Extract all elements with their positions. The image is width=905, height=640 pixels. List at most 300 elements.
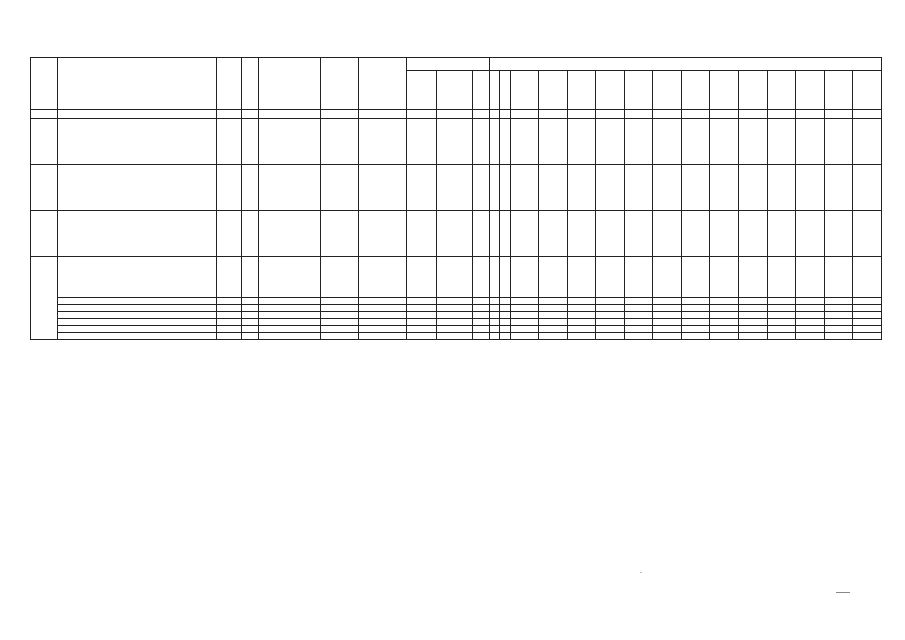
event-kbk bbox=[436, 257, 472, 298]
finance-year-value bbox=[567, 319, 596, 326]
graph-number-cell bbox=[853, 110, 882, 119]
finance-year-value bbox=[500, 298, 511, 305]
finance-coef bbox=[242, 312, 259, 319]
graph-number-cell bbox=[320, 110, 358, 119]
header-term bbox=[320, 58, 358, 110]
finance-year-value bbox=[539, 298, 568, 305]
event-total bbox=[853, 257, 882, 298]
graph-number-cell bbox=[681, 110, 710, 119]
indicator-row bbox=[31, 211, 882, 257]
header-year bbox=[796, 71, 825, 110]
finance-kbk bbox=[407, 312, 437, 319]
header-values-group bbox=[489, 58, 881, 71]
indicator-year-value bbox=[510, 211, 539, 257]
finance-year-value bbox=[596, 326, 625, 333]
finance-year-value bbox=[567, 305, 596, 312]
finance-year-value bbox=[596, 333, 625, 340]
finance-year-value bbox=[739, 333, 768, 340]
graph-number-cell bbox=[407, 110, 437, 119]
indicator-year-value bbox=[510, 165, 539, 211]
finance-unit bbox=[217, 312, 242, 319]
indicator-year-value bbox=[824, 119, 853, 165]
finance-kbk bbox=[436, 333, 472, 340]
indicator-year-value bbox=[596, 119, 625, 165]
graph-number-cell bbox=[824, 110, 853, 119]
finance-year-value bbox=[539, 333, 568, 340]
finance-year-value bbox=[510, 298, 539, 305]
finance-year-value bbox=[489, 333, 500, 340]
finance-coef bbox=[242, 305, 259, 312]
finance-kbk bbox=[407, 319, 437, 326]
event-kbk bbox=[472, 257, 489, 298]
indicator-kbk bbox=[472, 211, 489, 257]
graph-number-cell bbox=[217, 110, 242, 119]
finance-total bbox=[853, 319, 882, 326]
program-table-sheet bbox=[30, 57, 882, 340]
indicator-year-value bbox=[567, 211, 596, 257]
finance-year-value bbox=[767, 319, 796, 326]
event-year-value bbox=[489, 257, 500, 298]
finance-year-value bbox=[653, 326, 682, 333]
indicator-name bbox=[58, 119, 217, 165]
finance-year-value bbox=[500, 333, 511, 340]
finance-year-value bbox=[489, 312, 500, 319]
finance-year-value bbox=[739, 326, 768, 333]
finance-year-value bbox=[510, 312, 539, 319]
indicator-total bbox=[853, 165, 882, 211]
header-kbk-expense bbox=[472, 71, 489, 110]
header-year bbox=[489, 71, 500, 110]
indicator-year-value bbox=[710, 165, 739, 211]
indicator-kbk bbox=[407, 211, 437, 257]
event-year-value bbox=[767, 257, 796, 298]
finance-year-value bbox=[489, 298, 500, 305]
finance-year-value bbox=[681, 312, 710, 319]
finance-year-value bbox=[539, 312, 568, 319]
graph-number-cell bbox=[358, 110, 407, 119]
finance-name bbox=[58, 333, 217, 340]
finance-year-value bbox=[681, 298, 710, 305]
finance-year-value bbox=[596, 312, 625, 319]
event-year-value bbox=[739, 257, 768, 298]
indicator-method bbox=[259, 165, 320, 211]
finance-year-value bbox=[500, 326, 511, 333]
finance-coef bbox=[242, 319, 259, 326]
event-coef bbox=[242, 257, 259, 298]
graph-number-cell bbox=[259, 110, 320, 119]
indicator-year-value bbox=[653, 211, 682, 257]
finance-year-value bbox=[767, 326, 796, 333]
finance-year-value bbox=[596, 305, 625, 312]
header-kbk-target bbox=[436, 71, 472, 110]
indicator-row bbox=[31, 119, 882, 165]
finance-year-value bbox=[596, 298, 625, 305]
indicator-year-value bbox=[567, 165, 596, 211]
finance-row bbox=[31, 298, 882, 305]
event-year-value bbox=[824, 257, 853, 298]
finance-year-value bbox=[624, 326, 653, 333]
finance-coef bbox=[242, 298, 259, 305]
finance-year-value bbox=[567, 312, 596, 319]
finance-year-value bbox=[824, 312, 853, 319]
indicator-name bbox=[58, 165, 217, 211]
indicator-kbk bbox=[407, 165, 437, 211]
event-year-value bbox=[681, 257, 710, 298]
indicator-responsible bbox=[358, 211, 407, 257]
finance-row bbox=[31, 319, 882, 326]
indicator-kbk bbox=[436, 165, 472, 211]
indicator-kbk bbox=[472, 119, 489, 165]
finance-total bbox=[853, 298, 882, 305]
indicator-year-value bbox=[796, 119, 825, 165]
indicator-number bbox=[31, 119, 58, 165]
finance-year-value bbox=[624, 312, 653, 319]
finance-method bbox=[259, 326, 320, 333]
finance-year-value bbox=[710, 312, 739, 319]
finance-year-value bbox=[653, 319, 682, 326]
indicator-term bbox=[320, 119, 358, 165]
indicator-year-value bbox=[489, 165, 500, 211]
finance-year-value bbox=[624, 298, 653, 305]
finance-year-value bbox=[739, 312, 768, 319]
finance-kbk bbox=[407, 305, 437, 312]
indicator-number bbox=[31, 211, 58, 257]
finance-kbk bbox=[436, 326, 472, 333]
finance-unit bbox=[217, 298, 242, 305]
finance-responsible bbox=[358, 305, 407, 312]
finance-kbk bbox=[472, 333, 489, 340]
finance-year-value bbox=[710, 298, 739, 305]
finance-term bbox=[320, 298, 358, 305]
finance-kbk bbox=[472, 298, 489, 305]
header-method bbox=[259, 58, 320, 110]
finance-responsible bbox=[358, 312, 407, 319]
finance-year-value bbox=[653, 333, 682, 340]
finance-kbk bbox=[472, 305, 489, 312]
indicator-year-value bbox=[739, 165, 768, 211]
event-unit bbox=[217, 257, 242, 298]
finance-year-value bbox=[767, 298, 796, 305]
finance-year-value bbox=[681, 333, 710, 340]
indicator-year-value bbox=[596, 165, 625, 211]
finance-year-value bbox=[824, 333, 853, 340]
finance-responsible bbox=[358, 333, 407, 340]
finance-kbk bbox=[472, 326, 489, 333]
indicator-year-value bbox=[653, 165, 682, 211]
indicator-year-value bbox=[510, 119, 539, 165]
finance-name bbox=[58, 305, 217, 312]
finance-method bbox=[259, 298, 320, 305]
header-total bbox=[853, 71, 882, 110]
header-coef bbox=[242, 58, 259, 110]
event-year-value bbox=[624, 257, 653, 298]
header-year bbox=[710, 71, 739, 110]
indicator-year-value bbox=[739, 211, 768, 257]
finance-year-value bbox=[510, 319, 539, 326]
finance-row bbox=[31, 312, 882, 319]
finance-row bbox=[31, 326, 882, 333]
graph-number-cell bbox=[567, 110, 596, 119]
finance-year-value bbox=[500, 305, 511, 312]
finance-kbk bbox=[436, 298, 472, 305]
indicator-term bbox=[320, 211, 358, 257]
graph-number-cell bbox=[436, 110, 472, 119]
indicator-method bbox=[259, 211, 320, 257]
finance-total bbox=[853, 305, 882, 312]
indicator-year-value bbox=[500, 165, 511, 211]
graph-number-cell bbox=[539, 110, 568, 119]
finance-year-value bbox=[824, 298, 853, 305]
finance-method bbox=[259, 312, 320, 319]
graph-number-cell bbox=[710, 110, 739, 119]
finance-method bbox=[259, 333, 320, 340]
finance-responsible bbox=[358, 298, 407, 305]
indicator-name bbox=[58, 211, 217, 257]
header-num bbox=[31, 58, 58, 110]
finance-year-value bbox=[739, 319, 768, 326]
graph-number-cell bbox=[472, 110, 489, 119]
finance-unit bbox=[217, 305, 242, 312]
finance-method bbox=[259, 319, 320, 326]
finance-year-value bbox=[767, 305, 796, 312]
finance-year-value bbox=[510, 305, 539, 312]
header-year bbox=[681, 71, 710, 110]
indicator-year-value bbox=[596, 211, 625, 257]
indicator-coef bbox=[242, 165, 259, 211]
indicator-year-value bbox=[824, 211, 853, 257]
graph-number-cell bbox=[596, 110, 625, 119]
finance-year-value bbox=[500, 312, 511, 319]
indicator-responsible bbox=[358, 119, 407, 165]
finance-year-value bbox=[767, 333, 796, 340]
finance-year-value bbox=[624, 305, 653, 312]
finance-kbk bbox=[436, 319, 472, 326]
finance-year-value bbox=[539, 326, 568, 333]
finance-year-value bbox=[567, 298, 596, 305]
event-responsible bbox=[358, 257, 407, 298]
finance-year-value bbox=[681, 319, 710, 326]
finance-year-value bbox=[796, 333, 825, 340]
indicator-year-value bbox=[489, 211, 500, 257]
graph-number-cell bbox=[58, 110, 217, 119]
header-year bbox=[653, 71, 682, 110]
graph-number-cell bbox=[767, 110, 796, 119]
indicator-year-value bbox=[767, 119, 796, 165]
finance-year-value bbox=[624, 319, 653, 326]
finance-year-value bbox=[739, 305, 768, 312]
finance-year-value bbox=[653, 305, 682, 312]
finance-total bbox=[853, 333, 882, 340]
indicator-number bbox=[31, 165, 58, 211]
finance-name bbox=[58, 319, 217, 326]
finance-year-value bbox=[567, 333, 596, 340]
finance-year-value bbox=[500, 319, 511, 326]
finance-year-value bbox=[624, 333, 653, 340]
indicator-coef bbox=[242, 211, 259, 257]
event-year-value bbox=[710, 257, 739, 298]
finance-year-value bbox=[681, 305, 710, 312]
finance-unit bbox=[217, 333, 242, 340]
indicator-kbk bbox=[436, 211, 472, 257]
finance-name bbox=[58, 326, 217, 333]
finance-term bbox=[320, 319, 358, 326]
finance-year-value bbox=[681, 326, 710, 333]
event-year-value bbox=[653, 257, 682, 298]
event-name bbox=[58, 257, 217, 298]
header-year bbox=[539, 71, 568, 110]
finance-year-value bbox=[539, 305, 568, 312]
graph-number-cell bbox=[624, 110, 653, 119]
finance-year-value bbox=[796, 298, 825, 305]
header-responsible bbox=[358, 58, 407, 110]
graph-number-cell bbox=[500, 110, 511, 119]
event-year-value bbox=[500, 257, 511, 298]
indicator-term bbox=[320, 165, 358, 211]
finance-year-value bbox=[653, 312, 682, 319]
indicator-year-value bbox=[653, 119, 682, 165]
finance-kbk bbox=[472, 319, 489, 326]
event-year-value bbox=[510, 257, 539, 298]
indicator-year-value bbox=[539, 119, 568, 165]
finance-term bbox=[320, 312, 358, 319]
indicator-year-value bbox=[539, 165, 568, 211]
indicator-year-value bbox=[710, 119, 739, 165]
finance-kbk bbox=[407, 333, 437, 340]
indicator-unit bbox=[217, 211, 242, 257]
header-year bbox=[510, 71, 539, 110]
finance-year-value bbox=[489, 305, 500, 312]
event-number bbox=[31, 257, 58, 340]
graph-number-cell bbox=[31, 110, 58, 119]
graph-number-cell bbox=[796, 110, 825, 119]
indicator-responsible bbox=[358, 165, 407, 211]
indicator-year-value bbox=[624, 165, 653, 211]
finance-responsible bbox=[358, 326, 407, 333]
event-term bbox=[320, 257, 358, 298]
graph-number-cell bbox=[739, 110, 768, 119]
finance-coef bbox=[242, 326, 259, 333]
finance-year-value bbox=[796, 326, 825, 333]
finance-year-value bbox=[710, 319, 739, 326]
finance-year-value bbox=[796, 305, 825, 312]
event-method bbox=[259, 257, 320, 298]
graph-number-cell bbox=[510, 110, 539, 119]
indicator-year-value bbox=[500, 211, 511, 257]
indicator-unit bbox=[217, 119, 242, 165]
finance-term bbox=[320, 305, 358, 312]
finance-term bbox=[320, 333, 358, 340]
finance-year-value bbox=[767, 312, 796, 319]
finance-year-value bbox=[824, 326, 853, 333]
indicator-unit bbox=[217, 165, 242, 211]
indicator-total bbox=[853, 119, 882, 165]
indicator-year-value bbox=[681, 211, 710, 257]
header-unit bbox=[217, 58, 242, 110]
indicator-year-value bbox=[767, 211, 796, 257]
indicator-year-value bbox=[489, 119, 500, 165]
finance-year-value bbox=[567, 326, 596, 333]
indicator-kbk bbox=[407, 119, 437, 165]
finance-method bbox=[259, 305, 320, 312]
indicator-year-value bbox=[539, 211, 568, 257]
program-indicators-table bbox=[30, 57, 882, 340]
indicator-year-value bbox=[681, 165, 710, 211]
indicator-year-value bbox=[767, 165, 796, 211]
event-year-value bbox=[567, 257, 596, 298]
finance-year-value bbox=[510, 326, 539, 333]
event-row bbox=[31, 257, 882, 298]
finance-unit bbox=[217, 319, 242, 326]
finance-year-value bbox=[596, 319, 625, 326]
finance-year-value bbox=[824, 305, 853, 312]
header-year bbox=[767, 71, 796, 110]
indicator-year-value bbox=[824, 165, 853, 211]
finance-year-value bbox=[539, 319, 568, 326]
indicator-year-value bbox=[710, 211, 739, 257]
finance-kbk bbox=[407, 298, 437, 305]
header-kbk-group bbox=[407, 58, 489, 71]
event-year-value bbox=[796, 257, 825, 298]
indicator-year-value bbox=[567, 119, 596, 165]
finance-row bbox=[31, 333, 882, 340]
finance-responsible bbox=[358, 319, 407, 326]
finance-unit bbox=[217, 326, 242, 333]
indicator-row bbox=[31, 165, 882, 211]
finance-year-value bbox=[510, 333, 539, 340]
indicator-year-value bbox=[739, 119, 768, 165]
indicator-kbk bbox=[436, 119, 472, 165]
header-kbk-section bbox=[407, 71, 437, 110]
indicator-method bbox=[259, 119, 320, 165]
indicator-coef bbox=[242, 119, 259, 165]
finance-row bbox=[31, 305, 882, 312]
header-year bbox=[596, 71, 625, 110]
event-kbk bbox=[407, 257, 437, 298]
finance-kbk bbox=[407, 326, 437, 333]
header-year bbox=[739, 71, 768, 110]
indicator-year-value bbox=[796, 211, 825, 257]
indicator-kbk bbox=[472, 165, 489, 211]
indicator-year-value bbox=[796, 165, 825, 211]
finance-year-value bbox=[710, 305, 739, 312]
event-year-value bbox=[596, 257, 625, 298]
finance-name bbox=[58, 298, 217, 305]
scan-mark bbox=[640, 572, 642, 573]
graph-number-cell bbox=[653, 110, 682, 119]
finance-kbk bbox=[472, 312, 489, 319]
finance-kbk bbox=[436, 305, 472, 312]
header-name bbox=[58, 58, 217, 110]
finance-year-value bbox=[489, 319, 500, 326]
finance-year-value bbox=[653, 298, 682, 305]
header-year bbox=[624, 71, 653, 110]
indicator-year-value bbox=[681, 119, 710, 165]
header-year bbox=[567, 71, 596, 110]
finance-year-value bbox=[710, 326, 739, 333]
indicator-year-value bbox=[624, 211, 653, 257]
indicator-year-value bbox=[624, 119, 653, 165]
event-year-value bbox=[539, 257, 568, 298]
header-year bbox=[824, 71, 853, 110]
finance-year-value bbox=[796, 312, 825, 319]
indicator-year-value bbox=[500, 119, 511, 165]
graph-number-cell bbox=[242, 110, 259, 119]
graph-number-cell bbox=[489, 110, 500, 119]
scan-mark-line bbox=[836, 592, 850, 593]
finance-term bbox=[320, 326, 358, 333]
header-year bbox=[500, 71, 511, 110]
finance-name bbox=[58, 312, 217, 319]
